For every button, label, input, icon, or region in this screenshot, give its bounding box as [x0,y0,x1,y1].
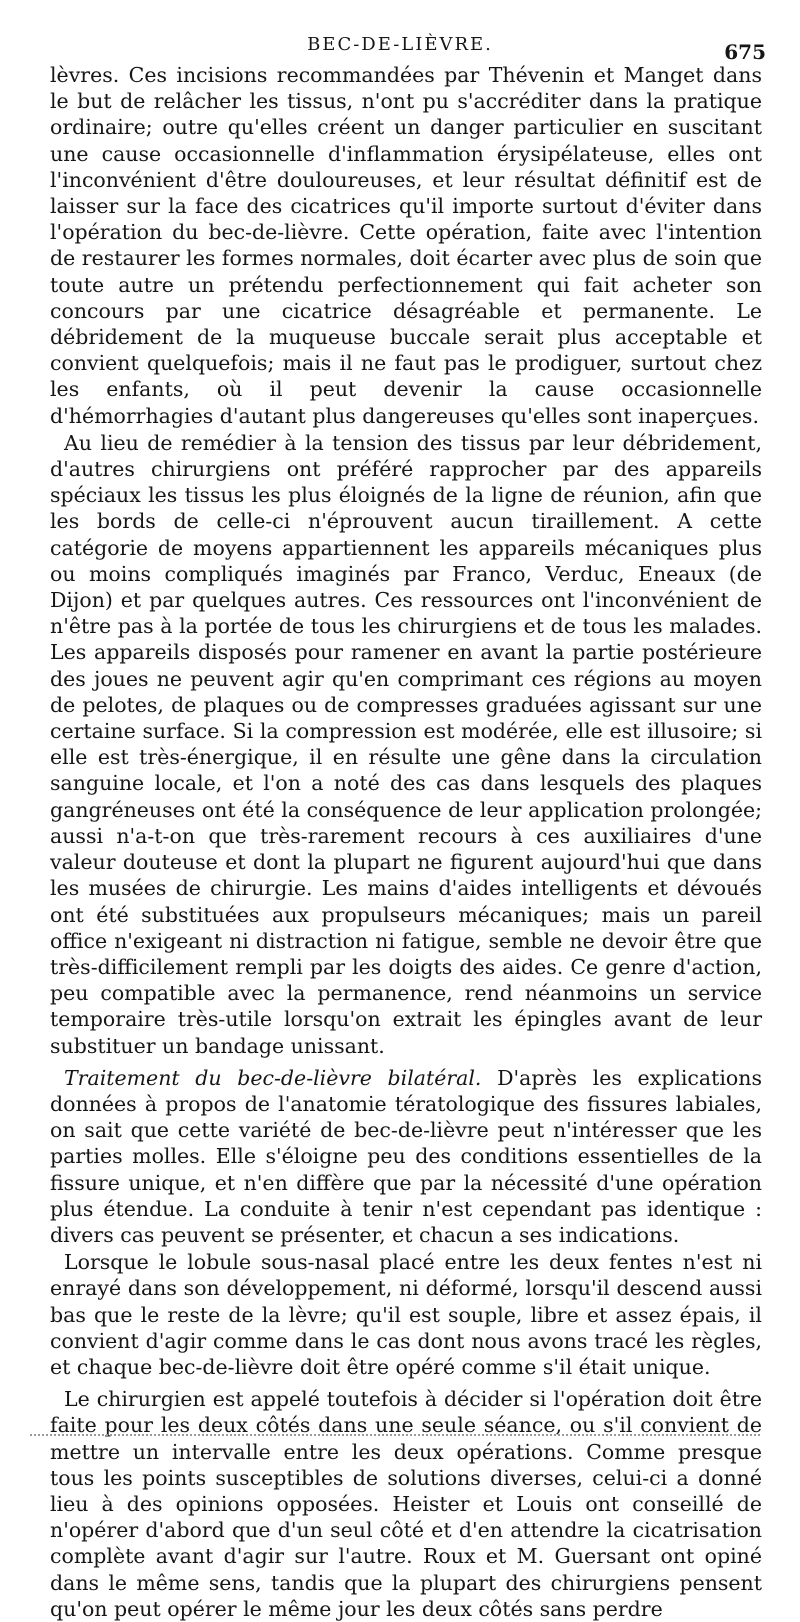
body-text [50,62,762,1622]
running-head [0,34,800,64]
page-number: 675 [724,40,766,64]
section-intro: D'après les explications données à propos de l'anatomie tératologique des fissures labiales, on sait que cette variété de bec-de-lièvre peut n'intéresser que les parties molles. Elle s'éloigne peu des conditions essentielles de la fissure unique, et n'en diffère que par la nécessité d'une opération plus étendue. La conduite à tenir n'est cependant pas identique : divers cas peuvent se présenter, et chacun a ses indications. [50,1065,762,1247]
paragraph: Lorsque le lobule sous-nasal placé entre les deux fentes n'est ni enrayé dans son développement, ni déformé, lorsqu'il descend aussi bas que le reste de la lèvre; qu'il est souple, libre et assez épais, il convient d'agir comme dans le cas dont nous avons tracé les règles, et chaque bec-de-lièvre doit être opéré comme s'il était unique. [50,1250,762,1379]
paragraph: Le chirurgien est appelé toutefois à décider si l'opération doit être faite pour les deux côtés dans une seule séance, ou s'il convient de mettre un intervalle entre les deux opérations. Comme presque tous les points susceptibles de solutions diverses, celui-ci a donné lieu à des opinions opposées. Heister et Louis ont conseillé de n'opérer d'abord que d'un seul côté et d'en attendre la cicatrisation complète avant d'agir sur l'autre. Roux et M. Guersant ont opiné dans le même sens, tandis que la plupart des chirurgiens pensent qu'on peut opérer le même jour les deux côtés sans perdre [50,1387,762,1621]
paragraph: lèvres. Ces incisions recommandées par Thévenin et Manget dans le but de relâcher les tissus, n'ont pu s'accréditer dans la pratique ordinaire; outre qu'elles créent un danger particulier en suscitant une cause occasionnelle d'inflammation érysipélateuse, elles ont l'inconvénient d'être douloureuses, et leur résultat définitif est de laisser sur la face des cicatrices qu'il importe surtout d'éviter dans l'opération du bec-de-lièvre. Cette opération, faite avec l'intention de restaurer les formes normales, doit écarter avec plus de soin que toute autre un prétendu perfectionnement qui fait acheter son concours par une cicatrice désagréable et permanente. Le débridement de la muqueuse buccale serait plus acceptable et convient quelquefois; mais il ne faut pas le prodiguer, surtout chez les enfants, où il peut devenir la cause occasionnelle d'hémorrhagies d'autant plus dangereuses qu'elles sont inaperçues. [50,63,762,428]
section-title: Traitement du bec-de-lièvre bilatéral. [64,1065,482,1090]
scan-noise-footer [30,1434,760,1440]
running-title: BEC-DE-LIÈVRE. [307,34,493,55]
section-paragraph [50,1065,762,1248]
paragraph: Au lieu de remédier à la tension des tissus par leur débridement, d'autres chirurgiens ont préféré rapprocher par des appareils spéciaux les tissus les plus éloignés de la ligne de réunion, afin que les bords de celle-ci n'éprouvent aucun tiraillement. A cette catégorie de moyens appartiennent les appareils mécaniques plus ou moins compliqués imaginés par Franco, Verduc, Eneaux (de Dijon) et par quelques autres. Ces ressources ont l'inconvénient de n'être pas à la portée de tous les chirurgiens et de tous les malades. Les appareils disposés pour ramener en avant la partie postérieure des joues ne peuvent agir qu'en comprimant ces régions au moyen de pelotes, de plaques ou de compresses graduées agissant sur une certaine surface. Si la compression est modérée, elle est illusoire; si elle est très-énergique, il en résulte une gêne dans la circulation sanguine locale, et l'on a noté des cas dans lesquels des plaques gangréneuses ont été la conséquence de leur application prolongée; aussi n'a-t-on que très-rarement recours à ces auxiliaires d'une valeur douteuse et dont la plupart ne figurent aujourd'hui que dans les musées de chirurgie. Les mains d'aides intelligents et dévoués ont été substituées aux propulseurs mécaniques; mais un pareil office n'exigeant ni distraction ni fatigue, semble ne devoir être que très-difficilement rempli par les doigts des aides. Ce genre d'action, peu compatible avec la permanence, rend néanmoins un service temporaire très-utile lorsqu'on extrait les épingles avant de leur substituer un bandage unissant. [50,430,762,1058]
